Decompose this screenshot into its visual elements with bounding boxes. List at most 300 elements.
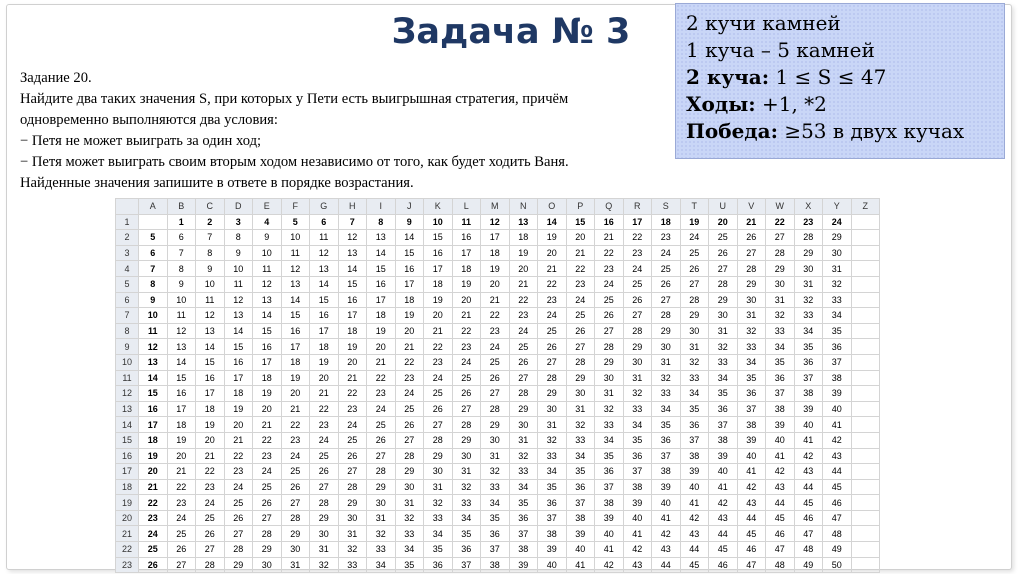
column-letter: G [310,199,339,215]
sum-cell: 32 [680,354,709,370]
sum-cell: 7 [196,230,225,246]
sum-cell: 25 [224,495,253,511]
sum-cell: 40 [652,495,681,511]
sum-cell: 24 [281,448,310,464]
header-value-cell: 11 [452,214,481,230]
sum-cell: 7 [167,245,196,261]
sum-cell: 30 [709,308,738,324]
info-label: Победа: [686,119,778,143]
sum-cell: 33 [338,557,367,573]
sum-cell: 22 [538,276,567,292]
sum-cell: 11 [253,261,282,277]
sum-cell: 43 [652,542,681,558]
sum-cell: 29 [253,542,282,558]
header-value-cell: 13 [509,214,538,230]
sum-cell: 32 [452,479,481,495]
sum-cell: 40 [709,464,738,480]
sum-cell: 19 [452,276,481,292]
sum-cell: 29 [395,464,424,480]
header-value-cell: 21 [737,214,766,230]
sum-cell: 20 [538,245,567,261]
sum-cell: 19 [538,230,567,246]
sum-cell: 42 [623,542,652,558]
sum-cell: 13 [338,245,367,261]
table-row [116,526,880,542]
sum-cell: 12 [253,276,282,292]
sum-cell: 17 [424,261,453,277]
header-value-cell: 3 [224,214,253,230]
sum-cell: 24 [652,245,681,261]
sum-cell: 23 [224,464,253,480]
sum-cell: 26 [652,276,681,292]
sum-cell: 14 [367,245,396,261]
sum-cell: 37 [709,417,738,433]
empty-cell [851,292,880,308]
column-letter: R [623,199,652,215]
sum-cell: 44 [737,510,766,526]
sum-cell: 30 [794,261,823,277]
sum-cell: 32 [310,557,339,573]
sum-cell: 27 [424,417,453,433]
sum-cell: 31 [338,526,367,542]
row-number: 1 [116,214,139,230]
sum-cell: 13 [167,339,196,355]
sum-cell: 27 [595,323,624,339]
row-number: 10 [116,354,139,370]
table-row [116,261,880,277]
row-label-cell: 17 [139,417,168,433]
sum-cell: 23 [167,495,196,511]
sum-cell: 21 [595,230,624,246]
sum-cell: 17 [310,323,339,339]
corner-cell [116,199,139,215]
column-letter: O [538,199,567,215]
sum-cell: 26 [623,292,652,308]
sum-cell: 44 [794,479,823,495]
sum-cell: 38 [680,448,709,464]
sum-cell: 32 [566,417,595,433]
sum-cell: 32 [338,542,367,558]
sum-cell: 24 [338,417,367,433]
sum-cell: 30 [424,464,453,480]
header-value-cell: 6 [310,214,339,230]
sum-cell: 36 [452,542,481,558]
empty-cell [851,339,880,355]
sum-cell: 25 [623,276,652,292]
sum-cell: 33 [566,432,595,448]
info-line [686,118,1004,145]
sum-cell: 44 [680,542,709,558]
sum-cell: 25 [509,339,538,355]
sum-cell: 15 [395,245,424,261]
sum-cell: 40 [737,448,766,464]
row-label-cell: 11 [139,323,168,339]
sum-cell: 23 [338,401,367,417]
sum-cell: 16 [452,230,481,246]
sum-cell: 29 [424,448,453,464]
sum-cell: 30 [652,339,681,355]
sum-cell: 20 [481,276,510,292]
sum-cell: 45 [737,526,766,542]
sum-cell: 28 [737,261,766,277]
conditions-box [675,3,1005,159]
table-row [116,417,880,433]
row-label-cell: 22 [139,495,168,511]
sum-cell: 21 [167,464,196,480]
sum-cell: 30 [281,542,310,558]
table-row [116,464,880,480]
sum-cell: 26 [253,495,282,511]
sum-cell: 33 [737,339,766,355]
sum-cell: 18 [224,386,253,402]
column-letter: H [338,199,367,215]
row-number: 11 [116,370,139,386]
sum-cell: 37 [623,464,652,480]
row-number: 7 [116,308,139,324]
header-value-cell: 24 [823,214,852,230]
sum-cell: 31 [794,276,823,292]
sum-cell: 25 [338,432,367,448]
sum-cell: 19 [395,308,424,324]
empty-cell [851,370,880,386]
sum-cell: 8 [167,261,196,277]
sum-cell: 38 [737,417,766,433]
sum-cell: 29 [794,245,823,261]
sum-cell: 9 [196,261,225,277]
sum-cell: 26 [338,448,367,464]
sum-cell: 16 [367,276,396,292]
sum-cell: 32 [623,386,652,402]
sum-cell: 34 [509,479,538,495]
sum-cell: 21 [196,448,225,464]
sum-cell: 37 [481,542,510,558]
sum-cell: 42 [652,526,681,542]
sum-cell: 22 [481,308,510,324]
column-letter: Y [823,199,852,215]
sum-cell: 42 [766,464,795,480]
sum-cell: 20 [310,370,339,386]
empty-cell [851,386,880,402]
sum-cell: 50 [823,557,852,573]
sum-cell: 18 [424,276,453,292]
sum-cell: 33 [652,386,681,402]
sum-cell: 21 [452,308,481,324]
sum-cell: 35 [452,526,481,542]
sum-cell: 11 [281,245,310,261]
sum-cell: 30 [395,479,424,495]
empty-cell [851,464,880,480]
empty-cell [851,417,880,433]
sum-cell: 28 [338,479,367,495]
row-number: 23 [116,557,139,573]
sum-cell: 34 [709,370,738,386]
sum-cell: 37 [652,448,681,464]
sum-cell: 33 [367,542,396,558]
sum-cell: 34 [652,401,681,417]
empty-cell [851,448,880,464]
row-number: 8 [116,323,139,339]
sum-cell: 29 [652,323,681,339]
column-letter: W [766,199,795,215]
sum-cell: 25 [395,401,424,417]
sum-cell: 39 [566,526,595,542]
sum-cell: 19 [167,432,196,448]
info-line: 2 кучи камней [686,11,841,35]
sum-cell: 29 [623,339,652,355]
sum-cell: 28 [281,510,310,526]
sum-cell: 14 [224,323,253,339]
sum-cell: 31 [709,323,738,339]
sum-cell: 30 [509,417,538,433]
sum-cell: 24 [595,276,624,292]
sum-cell: 38 [823,370,852,386]
sum-cell: 27 [623,308,652,324]
sum-cell: 22 [167,479,196,495]
sum-cell: 41 [737,464,766,480]
sum-cell: 42 [794,448,823,464]
table-row [116,432,880,448]
sum-cell: 31 [481,448,510,464]
sum-cell: 25 [281,464,310,480]
info-line [686,91,1004,118]
table-row [116,214,880,230]
sum-cell: 28 [709,276,738,292]
sum-cell: 25 [424,386,453,402]
sum-cell: 28 [766,245,795,261]
spreadsheet-table [115,198,880,573]
sum-cell: 38 [566,510,595,526]
sum-cell: 28 [395,448,424,464]
column-letter: V [737,199,766,215]
sum-cell: 45 [794,495,823,511]
sum-cell: 13 [281,276,310,292]
sum-cell: 35 [595,448,624,464]
sum-cell: 31 [424,479,453,495]
row-label-cell: 19 [139,448,168,464]
sum-cell: 22 [452,323,481,339]
sum-cell: 27 [395,432,424,448]
sum-cell: 26 [167,542,196,558]
sum-cell: 32 [367,526,396,542]
empty-cell [851,230,880,246]
sum-cell: 30 [680,323,709,339]
row-label-cell: 24 [139,526,168,542]
sum-cell: 15 [424,230,453,246]
header-value-cell: 5 [281,214,310,230]
sum-cell: 31 [766,292,795,308]
sum-cell: 16 [196,370,225,386]
header-value-cell: 22 [766,214,795,230]
row-number: 18 [116,479,139,495]
row-label-cell: 7 [139,261,168,277]
sum-cell: 35 [737,370,766,386]
row-number: 15 [116,432,139,448]
column-letter: P [566,199,595,215]
sum-cell: 49 [794,557,823,573]
sum-cell: 24 [167,510,196,526]
sum-cell: 42 [595,557,624,573]
row-number: 21 [116,526,139,542]
column-letter: X [794,199,823,215]
sum-cell: 33 [595,417,624,433]
sum-cell: 23 [452,339,481,355]
sum-cell: 40 [766,432,795,448]
sum-cell: 26 [566,323,595,339]
sum-cell: 36 [737,386,766,402]
sum-cell: 36 [538,495,567,511]
empty-cell [851,510,880,526]
header-value-cell: 12 [481,214,510,230]
table-row [116,495,880,511]
sum-cell: 27 [709,261,738,277]
sum-cell: 15 [338,276,367,292]
row-label-cell: 15 [139,386,168,402]
task-line: − Петя может выиграть своим вторым ходом независимо от того, как будет ходить Ваня. [20,154,569,170]
sum-cell: 18 [481,245,510,261]
sum-cell: 37 [509,526,538,542]
sum-cell: 30 [737,292,766,308]
task-line: Найденные значения запишите в ответе в порядке возрастания. [20,175,414,191]
sum-cell: 22 [509,292,538,308]
sum-cell: 34 [424,526,453,542]
sum-cell: 46 [823,495,852,511]
sum-cell: 28 [224,542,253,558]
sum-cell: 45 [823,479,852,495]
sum-cell: 35 [509,495,538,511]
sum-cell: 26 [196,526,225,542]
sum-cell: 20 [224,417,253,433]
sum-cell: 10 [167,292,196,308]
sum-cell: 45 [766,510,795,526]
sum-cell: 36 [794,354,823,370]
column-letter: I [367,199,396,215]
sum-cell: 35 [623,432,652,448]
sum-cell: 12 [281,261,310,277]
sum-cell: 29 [566,370,595,386]
sum-cell: 23 [424,354,453,370]
sum-cell: 26 [538,339,567,355]
column-letter: A [139,199,168,215]
sum-cell: 28 [794,230,823,246]
sum-cell: 32 [709,339,738,355]
sum-cell: 23 [538,292,567,308]
info-label: Ходы: [686,92,756,116]
sum-cell: 28 [367,464,396,480]
sum-cell: 32 [481,464,510,480]
sum-cell: 31 [652,354,681,370]
sum-cell: 26 [395,417,424,433]
sum-cell: 9 [253,230,282,246]
sum-cell: 35 [823,323,852,339]
sum-cell: 33 [538,448,567,464]
sum-cell: 39 [623,495,652,511]
sum-cell: 19 [367,323,396,339]
column-letter: F [281,199,310,215]
sum-cell: 23 [566,276,595,292]
sum-cell: 42 [680,510,709,526]
sum-cell: 43 [623,557,652,573]
sum-cell: 14 [395,230,424,246]
sum-cell: 29 [737,276,766,292]
row-number: 5 [116,276,139,292]
sum-cell: 43 [766,479,795,495]
sum-cell: 24 [196,495,225,511]
row-number: 13 [116,401,139,417]
sum-cell: 20 [367,339,396,355]
sum-cell: 23 [253,448,282,464]
sum-cell: 42 [709,495,738,511]
sum-cell: 22 [595,245,624,261]
sum-cell: 27 [310,479,339,495]
header-value-cell: 10 [424,214,453,230]
sum-cell: 38 [595,495,624,511]
sum-cell: 24 [680,230,709,246]
sum-cell: 24 [224,479,253,495]
column-header-row [116,199,880,215]
sum-cell: 46 [766,526,795,542]
sum-cell: 34 [823,308,852,324]
sum-cell: 43 [794,464,823,480]
sum-cell: 37 [566,495,595,511]
sum-cell: 22 [224,448,253,464]
sum-cell: 33 [424,510,453,526]
sum-cell: 22 [253,432,282,448]
header-value-cell: 7 [338,214,367,230]
sum-cell: 28 [566,354,595,370]
sum-cell: 26 [509,354,538,370]
task-line: Задание 20. [20,70,92,86]
row-label-cell: 13 [139,354,168,370]
row-label-cell: 8 [139,276,168,292]
sum-cell: 31 [680,339,709,355]
sum-cell: 23 [281,432,310,448]
sum-cell: 46 [709,557,738,573]
sum-cell: 29 [709,292,738,308]
row-number: 19 [116,495,139,511]
sum-cell: 29 [823,230,852,246]
row-number: 6 [116,292,139,308]
sum-cell: 22 [338,386,367,402]
column-letter: C [196,199,225,215]
sum-cell: 23 [310,417,339,433]
sum-cell: 32 [794,292,823,308]
sum-cell: 28 [253,526,282,542]
sum-cell: 46 [794,510,823,526]
sum-cell: 40 [823,401,852,417]
sum-cell: 12 [224,292,253,308]
sum-cell: 34 [452,510,481,526]
sum-cell: 21 [367,354,396,370]
sum-cell: 34 [794,323,823,339]
sum-cell: 37 [595,479,624,495]
header-value-cell: 9 [395,214,424,230]
sum-cell: 31 [823,261,852,277]
sum-cell: 48 [823,526,852,542]
sum-cell: 30 [823,245,852,261]
sum-cell: 29 [367,479,396,495]
sum-cell: 14 [338,261,367,277]
sum-cell: 24 [310,432,339,448]
empty-cell [851,401,880,417]
sum-cell: 11 [310,230,339,246]
sum-cell: 47 [823,510,852,526]
sum-cell: 40 [566,542,595,558]
sum-cell: 18 [509,230,538,246]
column-letter: K [424,199,453,215]
sum-cell: 39 [509,557,538,573]
sum-cell: 28 [538,370,567,386]
sum-cell: 25 [538,323,567,339]
